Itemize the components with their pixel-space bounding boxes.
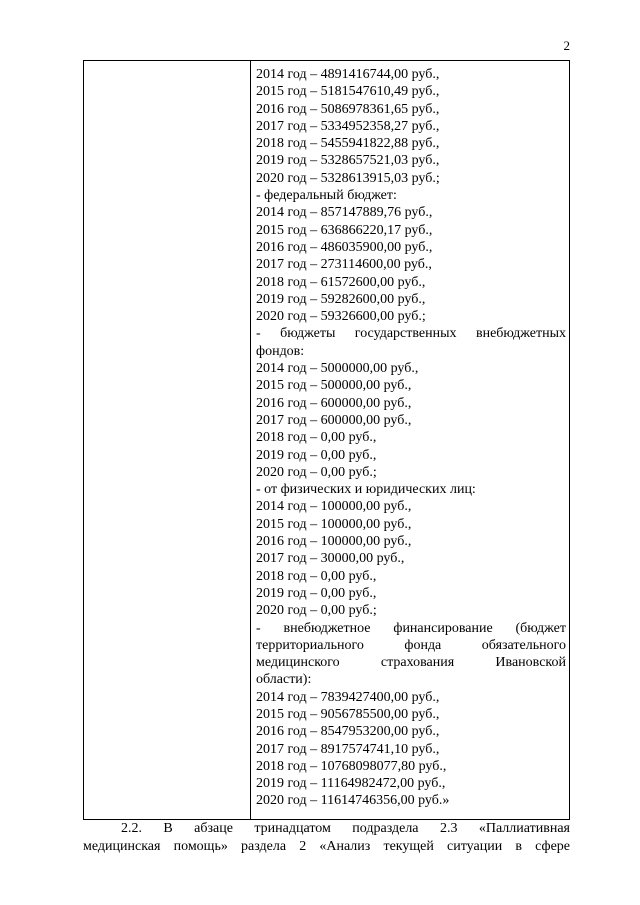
budget-table [83, 60, 570, 820]
funding-line: - федеральный бюджет: [256, 188, 397, 204]
funding-line: 2017 год – 5334952358,27 руб., [256, 118, 440, 134]
funding-line: фондов: [256, 343, 305, 359]
funding-line: 2014 год – 857147889,76 руб., [256, 205, 433, 221]
funding-line: 2017 год – 30000,00 руб., [256, 551, 405, 567]
funding-line: 2014 год – 100000,00 руб., [256, 499, 412, 515]
amendment-paragraph [83, 820, 570, 856]
funding-line: 2019 год – 0,00 руб., [256, 585, 377, 601]
table-left-column [84, 61, 251, 819]
funding-line: 2020 год – 0,00 руб.; [256, 603, 377, 619]
funding-line: 2015 год – 100000,00 руб., [256, 516, 412, 532]
page-number: 2 [563, 38, 570, 53]
funding-line: 2015 год – 636866220,17 руб., [256, 222, 433, 238]
funding-line: 2015 год – 500000,00 руб., [256, 378, 412, 394]
funding-line: 2020 год – 0,00 руб.; [256, 464, 377, 480]
funding-line: 2020 год – 59326600,00 руб.; [256, 309, 426, 325]
funding-line: - внебюджетное финансирование (бюджет [256, 620, 566, 636]
paragraph-line: 2.2. В абзаце тринадцатом подраздела 2.3 «Паллиативная [121, 821, 570, 836]
funding-line: 2014 год – 7839427400,00 руб., [256, 689, 440, 705]
funding-line: 2017 год – 600000,00 руб., [256, 412, 412, 428]
funding-line: 2015 год – 9056785500,00 руб., [256, 706, 440, 722]
funding-line: 2019 год – 59282600,00 руб., [256, 291, 426, 307]
funding-line: 2018 год – 61572600,00 руб., [256, 274, 426, 290]
funding-line: области): [256, 672, 312, 688]
paragraph-line: медицинская помощь» раздела 2 «Анализ текущей ситуации в сфере [83, 839, 570, 854]
funding-line: 2020 год – 11614746356,00 руб.» [256, 793, 450, 809]
table-right-column [256, 66, 566, 810]
funding-line: - от физических и юридических лиц: [256, 482, 476, 498]
funding-line: 2016 год – 8547953200,00 руб., [256, 724, 440, 740]
funding-line: 2016 год – 486035900,00 руб., [256, 239, 433, 255]
funding-line: 2015 год – 5181547610,49 руб., [256, 84, 440, 100]
funding-line: 2018 год – 0,00 руб., [256, 568, 377, 584]
funding-line: 2016 год – 600000,00 руб., [256, 395, 412, 411]
funding-line: - бюджеты государственных внебюджетных [256, 326, 566, 342]
funding-line: 2016 год – 5086978361,65 руб., [256, 101, 440, 117]
funding-line: 2018 год – 5455941822,88 руб., [256, 136, 440, 152]
funding-line: 2019 год – 11164982472,00 руб., [256, 776, 446, 792]
funding-line: 2016 год – 100000,00 руб., [256, 534, 412, 550]
funding-line: 2017 год – 8917574741,10 руб., [256, 741, 440, 757]
funding-line: 2018 год – 10768098077,80 руб., [256, 758, 447, 774]
funding-line: 2018 год – 0,00 руб., [256, 430, 377, 446]
funding-line: 2019 год – 0,00 руб., [256, 447, 377, 463]
funding-line: 2017 год – 273114600,00 руб., [256, 257, 432, 273]
funding-line: территориального фонда обязательного [256, 637, 566, 653]
funding-line: 2020 год – 5328613915,03 руб.; [256, 170, 440, 186]
funding-line: медицинского страхования Ивановской [256, 655, 566, 671]
funding-line: 2014 год – 4891416744,00 руб., [256, 67, 440, 82]
funding-line: 2019 год – 5328657521,03 руб., [256, 153, 440, 169]
funding-line: 2014 год – 5000000,00 руб., [256, 361, 419, 377]
